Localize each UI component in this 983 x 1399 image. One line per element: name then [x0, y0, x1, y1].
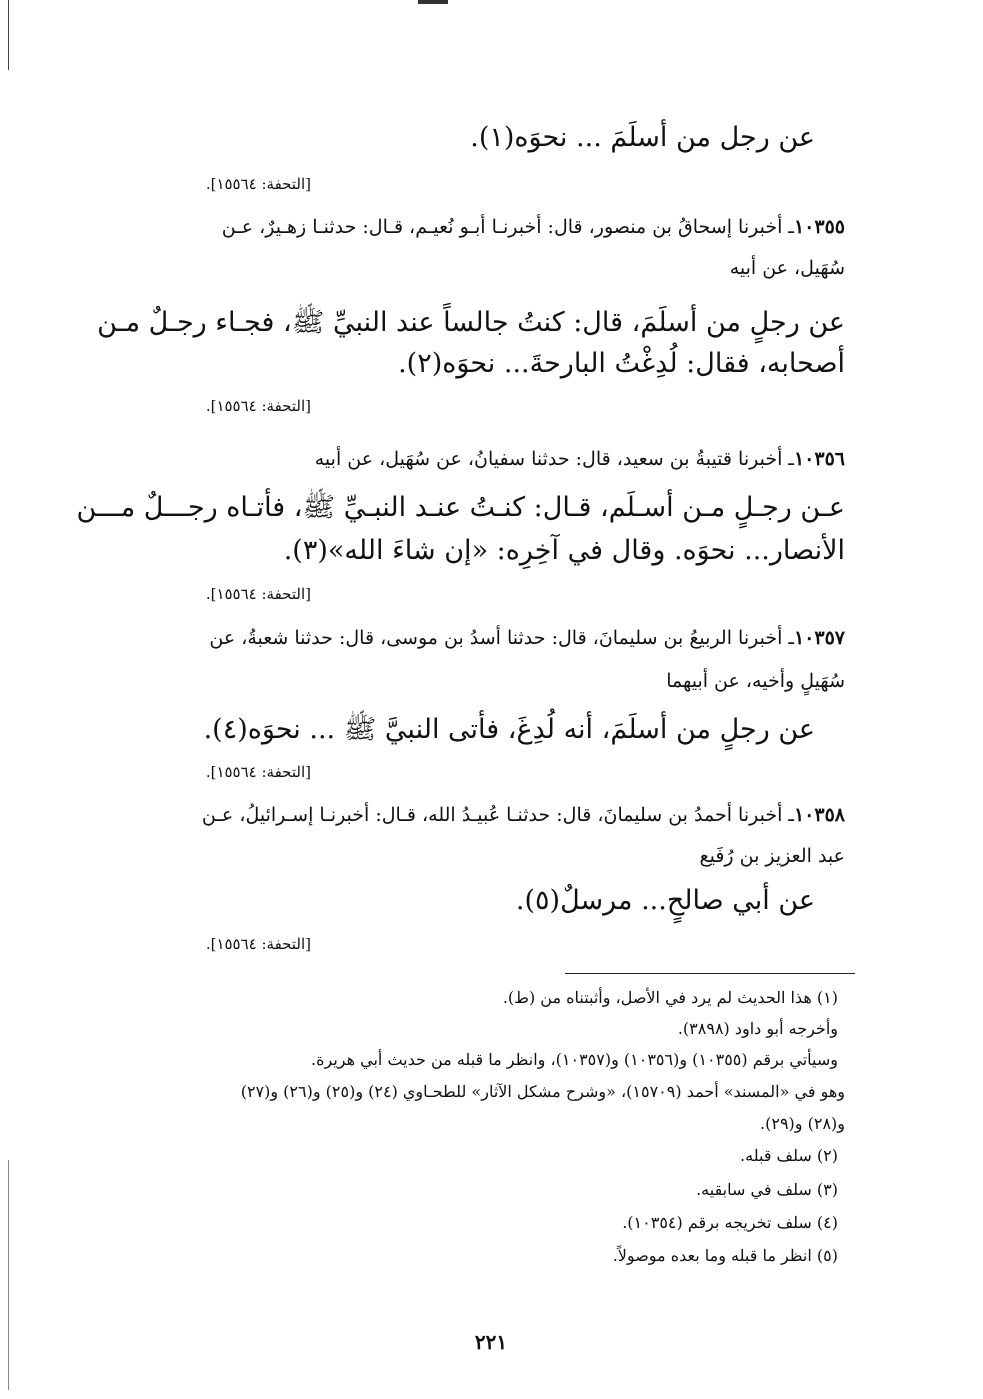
hadith-number: ١٠٣٥٦	[793, 448, 845, 470]
hadith-header-10358	[202, 804, 845, 826]
footnote: (٣) سلف في سابقيه.	[696, 1180, 838, 1199]
hadith-chain-cont: سُهَيل، عن أبيه	[729, 257, 845, 279]
page-number: ٢٢١	[474, 1330, 508, 1354]
footnote: وأخرجه أبو داود (٣٨٩٨).	[677, 1019, 838, 1038]
hadith-header-10357	[209, 627, 845, 649]
footnote: (٤) سلف تخريجه برقم (١٠٣٥٤).	[622, 1213, 838, 1232]
hadith-header-10355	[140, 216, 845, 238]
text-line: الأنصار... نحوَه. وقال في آخِرِه: «إن شاءَ الله»(٣).	[283, 535, 845, 566]
hadith-chain: ـ أخبرنا إسحاقُ بن منصور، قال: أخبرنـا أبـو نُعيـم، قـال: حدثنـا زهـيرٌ، عـن	[221, 216, 794, 238]
footnote: (٥) انظر ما قبله وما بعده موصولاً.	[612, 1246, 838, 1265]
text-line: أصحابه، فقال: لُدِغْتُ البارحةَ... نحوَه(٢).	[398, 348, 845, 379]
hadith-number: ١٠٣٥٧	[793, 627, 845, 649]
text-line: عـن رجـلٍ مـن أسـلَم، قـال: كنـتُ عنـد النبـيِّ ﷺ، فأتـاه رجـــلٌ مـــن	[76, 492, 845, 523]
footnote: (٢) سلف قبله.	[740, 1146, 838, 1165]
page-edge-mark-lower	[8, 1160, 9, 1390]
footnote: (١) هذا الحديث لم يرد في الأصل، وأثبتناه من (ط).	[502, 988, 838, 1007]
text-line: عن رجلٍ من أسلَمَ، أنه لُدِغَ، فأتى النبيَّ ﷺ ... نحوَه(٤).	[203, 714, 815, 745]
hadith-number: ١٠٣٥٨	[793, 804, 845, 826]
footnote: و(٢٨) و(٢٩).	[760, 1114, 845, 1133]
footnote-divider	[565, 973, 855, 974]
footnote: وهو في «المسند» أحمد (١٥٧٠٩)، «وشرح مشكل الآثار» للطحـاوي (٢٤) و(٢٥) و(٢٦) و(٢٧)	[240, 1082, 845, 1101]
hadith-chain-cont: عبد العزيز بن رُفَيع	[699, 845, 845, 867]
hadith-chain: ـ أخبرنا الربيعُ بن سليمانَ، قال: حدثنا أسدُ بن موسى، قال: حدثنا شعبةُ، عن	[209, 627, 794, 649]
hadith-number: ١٠٣٥٥	[793, 216, 845, 238]
tuhfa-reference: [التحفة: ١٥٥٦٤].	[205, 585, 311, 603]
footnote: وسيأتي برقم (١٠٣٥٥) و(١٠٣٥٦) و(١٠٣٥٧)، وانظر ما قبله من حديث أبي هريرة.	[311, 1050, 838, 1069]
tuhfa-reference: [التحفة: ١٥٥٦٤].	[205, 763, 311, 781]
page-edge-mark	[8, 0, 9, 70]
hadith-chain: ـ أخبرنا قتيبةُ بن سعيد، قال: حدثنا سفيانُ، عن سُهَيل، عن أبيه	[314, 448, 794, 470]
hadith-chain-cont: سُهَيلٍ وأخيه، عن أبيهما	[666, 670, 845, 692]
text-line: عن رجلٍ من أسلَمَ، قال: كنتُ جالساً عند النبيِّ ﷺ، فجـاء رجـلٌ مـن	[97, 307, 845, 338]
tuhfa-reference: [التحفة: ١٥٥٦٤].	[205, 935, 311, 953]
text-line: عن رجل من أسلَمَ ... نحوَه(١).	[470, 122, 815, 153]
hadith-header-10356	[315, 448, 845, 470]
top-mark	[418, 0, 448, 4]
tuhfa-reference: [التحفة: ١٥٥٦٤].	[205, 397, 311, 415]
tuhfa-reference: [التحفة: ١٥٥٦٤].	[205, 175, 311, 193]
hadith-chain: ـ أخبرنا أحمدُ بن سليمانَ، قال: حدثنـا عُبيـدُ الله، قـال: أخبرنـا إسـرائيلُ، عـن	[201, 804, 794, 826]
text-line: عن أبي صالحٍ... مرسلٌ(٥).	[515, 885, 815, 916]
